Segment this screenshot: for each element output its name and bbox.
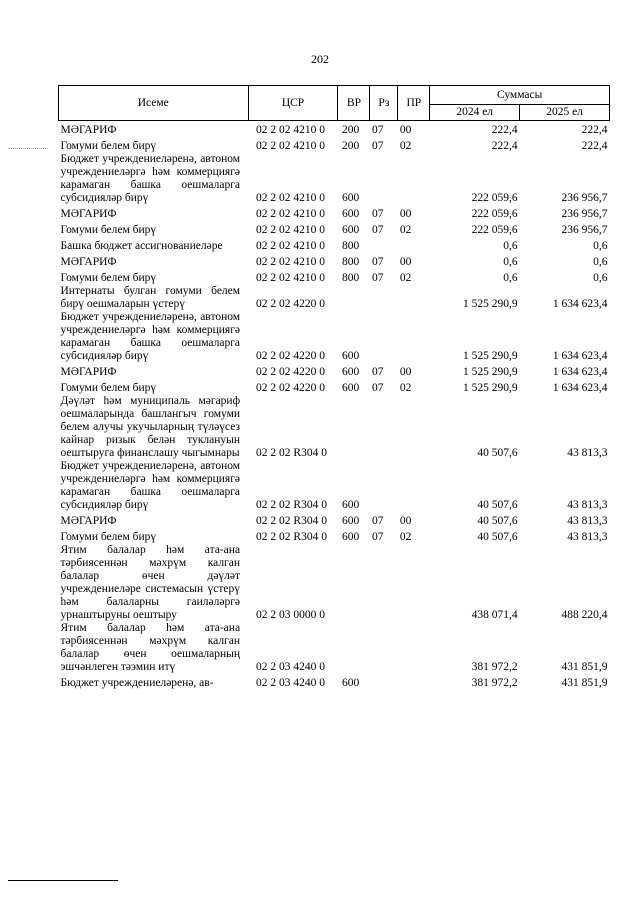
row-pr: 00 <box>399 255 412 268</box>
row-pr: 02 <box>399 223 412 236</box>
row-csr: 02 2 02 4210 0 <box>256 139 326 152</box>
row-csr: 02 2 03 4240 0 <box>256 676 326 689</box>
row-csr: 02 2 02 R304 0 <box>256 514 327 527</box>
row-name: МӘГАРИФ <box>60 365 117 378</box>
row-vr <box>338 544 370 622</box>
row-csr: 02 2 02 4220 0 <box>256 349 326 362</box>
row-sum-2025: 236 956,7 <box>561 191 608 204</box>
header-sums: Суммасы <box>430 86 610 105</box>
row-vr <box>338 285 370 311</box>
table-row <box>59 460 610 512</box>
budget-table <box>58 85 610 690</box>
row-rz: 07 <box>371 255 384 268</box>
row-rz <box>370 622 398 674</box>
header-rz: Рз <box>370 86 398 121</box>
row-vr: 800 <box>341 255 360 268</box>
row-csr: 02 2 02 4210 0 <box>256 207 326 220</box>
footnote-divider <box>8 880 118 881</box>
row-sum-2025: 222,4 <box>581 123 608 136</box>
row-name: Ятим балалар һәм ата-ана тәрбиясеннән мәхрүм калган балалар өчен оешмаларның эшчәнлеген тәэмин итү <box>60 621 241 673</box>
table-row <box>59 121 610 137</box>
row-rz <box>370 395 398 460</box>
row-name: Гомуми белем бирү <box>60 271 157 284</box>
row-sum-2024: 381 972,2 <box>471 676 518 689</box>
row-sum-2024: 40 507,6 <box>477 514 518 527</box>
row-name: Гомуми белем бирү <box>60 381 157 394</box>
row-csr: 02 2 02 4210 0 <box>256 239 326 252</box>
table-row <box>59 253 610 269</box>
row-pr <box>398 311 430 363</box>
table-row <box>59 528 610 544</box>
row-sum-2025: 1 634 623,4 <box>552 297 608 310</box>
row-rz <box>370 237 398 253</box>
row-sum-2024: 40 507,6 <box>477 498 518 511</box>
row-vr: 600 <box>341 514 360 527</box>
row-vr: 600 <box>341 498 360 511</box>
row-rz <box>370 311 398 363</box>
row-sum-2025: 43 813,3 <box>567 446 608 459</box>
table-body <box>59 121 610 690</box>
row-rz: 07 <box>371 530 384 543</box>
table-row <box>59 285 610 311</box>
row-sum-2025: 0,6 <box>593 239 608 252</box>
row-sum-2025: 488 220,4 <box>561 608 608 621</box>
table-row <box>59 544 610 622</box>
row-csr: 02 2 02 4210 0 <box>256 123 326 136</box>
row-vr: 600 <box>341 223 360 236</box>
row-name: Ятим балалар һәм ата-ана тәрбиясеннән мәхрүм калган балалар өчен дәүләт учреждениеләре системасын үстерү һәм балаларны гаиләләргә урнаштыруны оештыру <box>60 543 241 621</box>
row-name: МӘГАРИФ <box>60 514 117 527</box>
row-sum-2024: 1 525 290,9 <box>462 381 518 394</box>
row-csr: 02 2 02 R304 0 <box>256 498 327 511</box>
row-pr: 00 <box>399 207 412 220</box>
row-csr: 02 2 02 4210 0 <box>256 271 326 284</box>
row-sum-2024: 1 525 290,9 <box>462 365 518 378</box>
row-sum-2025: 43 813,3 <box>567 498 608 511</box>
table-row <box>59 379 610 395</box>
row-sum-2024: 0,6 <box>503 255 518 268</box>
table-row <box>59 512 610 528</box>
header-name: Исеме <box>59 86 249 121</box>
page-number: 202 <box>311 52 329 66</box>
row-sum-2025: 236 956,7 <box>561 223 608 236</box>
row-sum-2024: 222 059,6 <box>471 207 518 220</box>
table-row <box>59 622 610 674</box>
row-pr <box>398 153 430 205</box>
row-pr: 02 <box>399 271 412 284</box>
table-row <box>59 137 610 153</box>
row-csr: 02 2 02 4210 0 <box>256 255 326 268</box>
table-row <box>59 237 610 253</box>
row-pr <box>398 460 430 512</box>
row-sum-2024: 0,6 <box>503 239 518 252</box>
row-rz <box>370 153 398 205</box>
row-rz <box>370 460 398 512</box>
header-vr: ВР <box>338 86 370 121</box>
row-pr: 00 <box>399 123 412 136</box>
row-vr <box>338 395 370 460</box>
row-vr: 600 <box>341 207 360 220</box>
row-name: МӘГАРИФ <box>60 255 117 268</box>
row-sum-2024: 40 507,6 <box>477 530 518 543</box>
row-sum-2025: 0,6 <box>593 255 608 268</box>
row-rz: 07 <box>371 139 384 152</box>
row-pr <box>398 237 430 253</box>
header-year-2024: 2024 ел <box>430 105 520 121</box>
row-sum-2025: 431 851,9 <box>561 676 608 689</box>
row-sum-2024: 1 525 290,9 <box>462 349 518 362</box>
row-vr: 600 <box>341 381 360 394</box>
row-pr: 02 <box>399 530 412 543</box>
row-name: Интернаты булган гомуми белем бирү оешмаларын үстерү <box>60 284 241 310</box>
row-name: Дәүләт һәм муниципаль мәгариф оешмаларында башлангыч гомуми белем алучы укучыларның түләүсез кайнар ризык белән туклануын оештыруга финанслашу чыгымнары <box>60 394 241 459</box>
row-sum-2025: 222,4 <box>581 139 608 152</box>
row-pr <box>398 544 430 622</box>
row-vr: 200 <box>341 139 360 152</box>
row-pr: 00 <box>399 514 412 527</box>
table-row <box>59 153 610 205</box>
row-csr: 02 2 02 4220 0 <box>256 381 326 394</box>
row-vr: 600 <box>341 191 360 204</box>
row-rz: 07 <box>371 123 384 136</box>
row-sum-2024: 222 059,6 <box>471 223 518 236</box>
row-name: МӘГАРИФ <box>60 123 117 136</box>
row-name: Гомуми белем бирү <box>60 223 157 236</box>
row-sum-2024: 1 525 290,9 <box>462 297 518 310</box>
row-sum-2025: 43 813,3 <box>567 514 608 527</box>
row-rz <box>370 285 398 311</box>
row-rz: 07 <box>371 381 384 394</box>
row-sum-2025: 43 813,3 <box>567 530 608 543</box>
row-rz <box>370 674 398 690</box>
row-name: Гомуми белем бирү <box>60 530 157 543</box>
row-name: Гомуми белем бирү <box>60 139 157 152</box>
table-row <box>59 311 610 363</box>
row-vr: 600 <box>341 676 360 689</box>
row-pr <box>398 622 430 674</box>
row-rz: 07 <box>371 271 384 284</box>
row-pr <box>398 395 430 460</box>
row-csr: 02 2 02 R304 0 <box>256 446 327 459</box>
row-vr: 600 <box>341 349 360 362</box>
row-sum-2024: 222,4 <box>491 123 518 136</box>
row-pr: 00 <box>399 365 412 378</box>
row-csr: 02 2 03 4240 0 <box>256 660 326 673</box>
row-sum-2024: 438 071,4 <box>471 608 518 621</box>
row-csr: 02 2 02 4220 0 <box>256 297 326 310</box>
row-vr: 800 <box>341 239 360 252</box>
row-rz: 07 <box>371 223 384 236</box>
row-sum-2025: 1 634 623,4 <box>552 365 608 378</box>
row-sum-2024: 222,4 <box>491 139 518 152</box>
table-row <box>59 205 610 221</box>
row-sum-2025: 236 956,7 <box>561 207 608 220</box>
row-name: Бюджет учреждениеләренә, автоном учреждениеләргә һәм коммерциягә карамаган башка оешмаларга субсидияләр бирү <box>60 459 241 511</box>
margin-mark <box>8 148 48 150</box>
row-pr: 02 <box>399 381 412 394</box>
header-csr: ЦСР <box>248 86 338 121</box>
row-name: Бюджет учреждениеләренә, автоном учреждениеләргә һәм коммерциягә карамаган башка оешмаларга субсидияләр бирү <box>60 152 241 204</box>
row-vr: 200 <box>341 123 360 136</box>
table-row <box>59 269 610 285</box>
row-sum-2024: 381 972,2 <box>471 660 518 673</box>
row-csr: 02 2 02 4220 0 <box>256 365 326 378</box>
row-csr: 02 2 02 4210 0 <box>256 191 326 204</box>
table-row <box>59 395 610 460</box>
row-sum-2024: 40 507,6 <box>477 446 518 459</box>
row-vr <box>338 622 370 674</box>
table-row <box>59 674 610 690</box>
row-csr: 02 2 02 R304 0 <box>256 530 327 543</box>
row-sum-2025: 1 634 623,4 <box>552 349 608 362</box>
row-vr: 600 <box>341 365 360 378</box>
header-year-2025: 2025 ел <box>520 105 610 121</box>
row-name: Башка бюджет ассигнованиеләре <box>60 239 223 252</box>
row-sum-2024: 222 059,6 <box>471 191 518 204</box>
row-name: Бюджет учреждениеләренә, автоном учреждениеләргә һәм коммерциягә карамаган башка оешмаларга субсидияләр бирү <box>60 310 241 362</box>
row-rz: 07 <box>371 207 384 220</box>
row-rz: 07 <box>371 365 384 378</box>
row-sum-2024: 0,6 <box>503 271 518 284</box>
row-vr: 600 <box>341 530 360 543</box>
row-pr <box>398 285 430 311</box>
row-name: МӘГАРИФ <box>60 207 117 220</box>
row-csr: 02 2 02 4210 0 <box>256 223 326 236</box>
row-csr: 02 2 03 0000 0 <box>256 608 326 621</box>
row-rz <box>370 544 398 622</box>
row-sum-2025: 0,6 <box>593 271 608 284</box>
row-name: Бюджет учреждениеләренә, ав- <box>60 676 214 689</box>
row-pr: 02 <box>399 139 412 152</box>
row-sum-2025: 431 851,9 <box>561 660 608 673</box>
row-vr: 800 <box>341 271 360 284</box>
row-rz: 07 <box>371 514 384 527</box>
row-pr <box>398 674 430 690</box>
table-row <box>59 363 610 379</box>
header-pr: ПР <box>398 86 430 121</box>
table-row <box>59 221 610 237</box>
row-sum-2025: 1 634 623,4 <box>552 381 608 394</box>
